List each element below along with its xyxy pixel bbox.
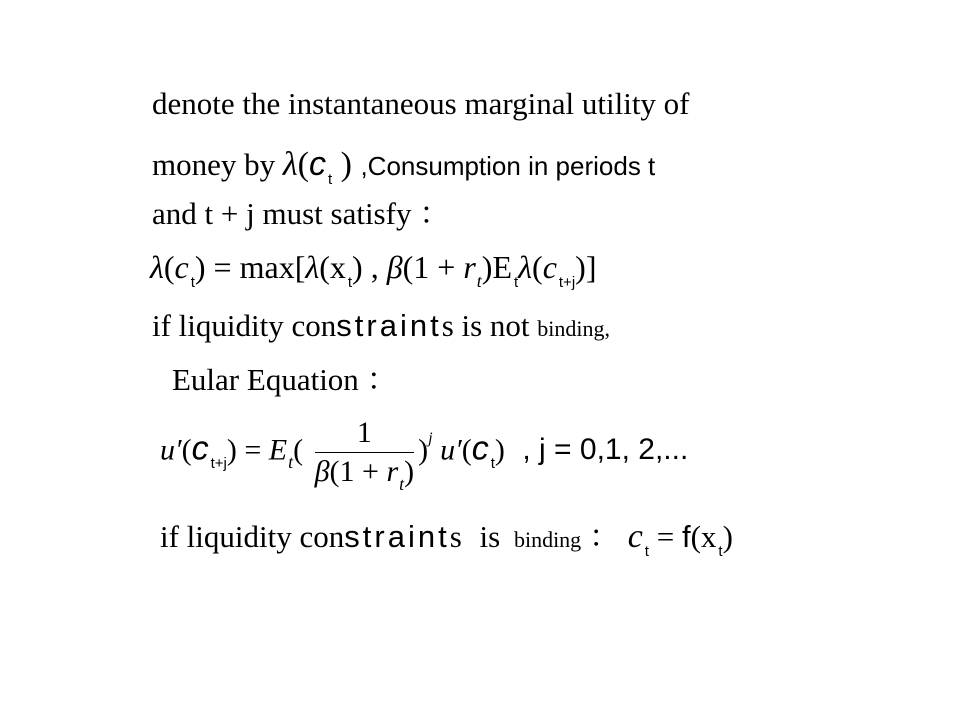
x-symbol: x [700,519,717,554]
euler-equation: u′(c $_{t+j}) = E_t$( $\frac{1}{\beta(1 + r_t)}$ )$^j$ u′(c $_t$) , j = 0,1, 2,... [160,416,689,494]
line-8-colon: ： [588,519,620,554]
line-6-colon: ： [366,362,398,397]
lambda-symbol: λ [305,249,320,285]
c-symbol: c [191,429,209,468]
fraction-denominator: $\beta(1 + r_t)$ [314,455,415,494]
beta-symbol: β [386,249,403,285]
line-8-text-d: is [479,519,501,554]
expectation-symbol: E [492,249,512,285]
line-8-text-c: s [449,519,462,554]
line-5-text-b: straint [336,308,442,343]
max-operator: max [239,249,295,285]
text-line-1 [152,88,690,119]
u-prime-symbol: u′ [160,433,182,467]
t-subscript: t [490,455,495,473]
text-line-3 [152,198,450,229]
line-2-text-b: ,Consumption in periods t [360,151,656,181]
lambda-symbol: λ [518,249,533,285]
r-symbol: r [386,455,399,488]
fraction-numerator: 1 [356,416,372,449]
r-symbol: r [463,249,476,285]
lambda-symbol: λ [150,249,164,285]
equals-sign: = [656,519,675,554]
line-8-text-e: binding [513,527,582,552]
line-3-colon: ： [419,196,451,231]
c-symbol: c [174,249,189,285]
line-5-text-c: s is not [441,308,530,343]
line-8-text-b: straint [344,519,450,554]
line-5-text-a: if liquidity con [152,308,337,343]
t-subscript: t [190,274,195,291]
text-line-8: if liquidity constraints is binding ： c $_t$ = f(x $_t$) [160,518,733,560]
c-symbol: c [471,429,489,468]
line-5-text-d: binding, [537,316,611,341]
text-line-6 [172,364,398,395]
j-range: , j = 0,1, 2,... [522,433,689,467]
t-subscript: t [347,274,353,291]
t-subscript: t [399,474,405,494]
equation-line-4: λ(c $_t$) = max[λ(x $_t$) , $\beta(1 + r_t)E$ $_t$λ(c $_{t+j}$)] [150,249,597,291]
lambda-expression: λ(c $_t$ ) [282,145,361,188]
fraction [314,416,415,494]
equals-sign: = [244,433,262,467]
lambda-symbol: λ [282,146,298,183]
line-6-text: Eular Equation [172,362,359,397]
one-plus: (1 + [402,249,464,285]
expectation-symbol: E [268,433,288,467]
one-plus: (1 + [329,455,387,488]
line-2-text-a: money by [152,147,276,182]
f-symbol: f [681,519,691,554]
c-symbol: c [542,249,557,285]
t-subscript: t [514,274,519,291]
text-line-5 [152,310,610,341]
j-exponent: j [428,430,433,448]
line-3-text-a: and t + j must satisfy [152,196,412,231]
beta-symbol: β [314,455,330,488]
t-subscript: t [718,543,723,560]
equals-sign: = [213,249,232,285]
tj-subscript: t+j [558,274,576,291]
line-1-text: denote the instantaneous marginal utility of [152,86,690,121]
tj-subscript: t+j [210,455,227,473]
line-8-text-a: if liquidity con [160,519,345,554]
c-symbol: c [627,518,643,555]
c-symbol: c [308,145,326,183]
t-subscript: t [476,271,482,291]
t-subscript: t [288,452,294,473]
text-line-2 [152,145,656,188]
u-prime-symbol: u′ [440,433,462,467]
t-subscript: t [327,171,333,188]
t-subscript: t [644,543,649,560]
x-symbol: x [329,249,346,285]
